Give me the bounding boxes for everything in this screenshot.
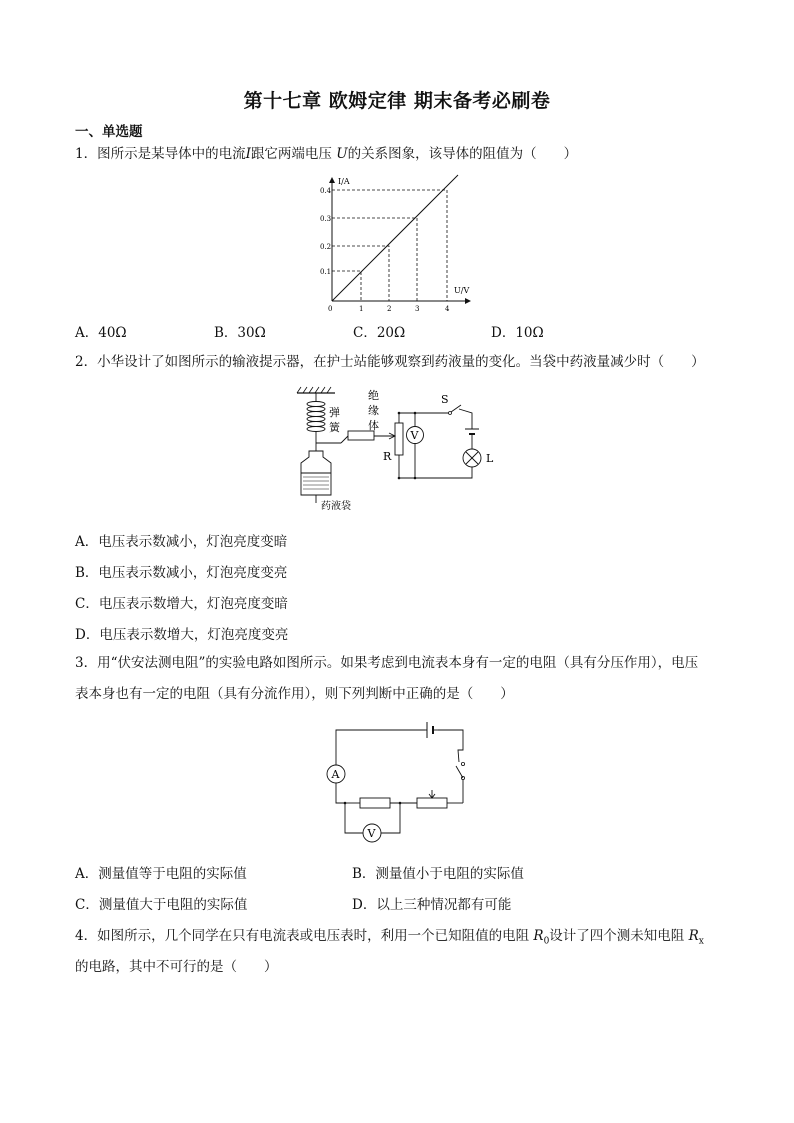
q2-iv-alarm-figure [285,385,510,515]
q1-option-b[interactable]: B．30Ω [214,325,266,341]
x-tick-1: 1 [359,305,364,313]
page-title: 第十七章 欧姆定律 期末备考必刷卷 [243,90,551,112]
q2-option-d[interactable]: D．电压表示数增大，灯泡亮度变亮 [75,627,289,643]
resistor-rx [360,798,390,808]
insulator [348,431,374,440]
switch-label: S [441,393,449,406]
q3-option-c[interactable]: C．测量值大于电阻的实际值 [75,897,248,913]
q1-text-prefix: 1．图所示是某导体中的电流 [75,146,246,162]
q4-rx: R [688,928,699,944]
q1-option-c[interactable]: C．20Ω [353,325,406,341]
x-tick-4: 4 [445,305,450,313]
rheostat-q3 [417,798,447,808]
q3-option-d[interactable]: D．以上三种情况都有可能 [352,897,512,913]
origin-label: 0 [328,305,333,313]
q1-text-middle: 跟它两端电压 [250,146,332,162]
q2-option-a[interactable]: A．电压表示数减小，灯泡亮度变暗 [75,534,288,550]
insulator-label-2: 缘 [368,404,379,417]
q1-option-d[interactable]: D．10Ω [491,325,544,341]
q4-r0: R [533,928,544,944]
q1-option-a[interactable]: A．40Ω [75,325,127,341]
lamp-label: L [486,452,494,465]
voltmeter-label-q3: V [367,827,376,840]
q4-text-b: 设计了四个测未知电阻 [549,928,685,944]
y-tick-4: 0.4 [320,187,332,195]
q3-option-a[interactable]: A．测量值等于电阻的实际值 [75,866,247,882]
x-tick-2: 2 [387,305,392,313]
section-heading: 一、单选题 [75,124,143,140]
question-2: 2．小华设计了如图所示的输液提示器，在护士站能够观察到药液量的变化。当袋中药液量减少时（ ） [75,354,705,370]
q3-voltammetry-figure [320,718,470,848]
q2-option-b[interactable]: B．电压表示数减小，灯泡亮度变亮 [75,565,288,581]
medicine-bag [301,441,331,503]
x-tick-3: 3 [415,305,420,313]
y-axis-label: I/A [338,177,350,186]
q4-text-a: 4．如图所示，几个同学在只有电流表或电压表时，利用一个已知阻值的电阻 [75,928,530,944]
insulator-label-3: 体 [368,419,379,432]
q3-option-b[interactable]: B．测量值小于电阻的实际值 [352,866,524,882]
question-4-line-2: 的电路，其中不可行的是（ ） [75,959,278,975]
spring-label-1: 弹 [329,406,340,419]
q4-rx-sub: x [698,936,704,947]
question-3-line-2: 表本身也有一定的电阻（具有分流作用），则下列判断中正确的是（ ） [75,686,514,702]
q1-text-suffix: 的关系图象，该导体的阻值为（ ） [347,146,578,162]
question-3-line-1: 3．用“伏安法测电阻”的实验电路如图所示。如果考虑到电流表本身有一定的电阻（具有分压作用），电压 [75,655,699,671]
q2-option-c[interactable]: C．电压表示数增大，灯泡亮度变暗 [75,596,288,612]
spring-label-2: 簧 [329,421,340,434]
q1-var-i: I [245,146,251,162]
switch-q3 [456,766,463,778]
q1-iu-graph [300,170,490,315]
switch-s [451,405,461,412]
y-tick-3: 0.3 [320,215,332,223]
x-axis-label: U/V [454,286,470,295]
ammeter-label: A [331,768,340,781]
q1-var-u: U [336,146,348,162]
rheostat-label: R [383,450,392,463]
rheostat-r [395,423,403,455]
spring [307,393,325,441]
y-tick-1: 0.1 [320,268,332,276]
q4-r0-sub: 0 [543,936,550,947]
question-1 [75,139,577,170]
y-tick-2: 0.2 [320,243,332,251]
insulator-label-1: 绝 [368,389,379,402]
iu-line [332,175,458,301]
voltmeter-label: V [410,429,419,442]
bag-label: 药液袋 [321,501,351,512]
